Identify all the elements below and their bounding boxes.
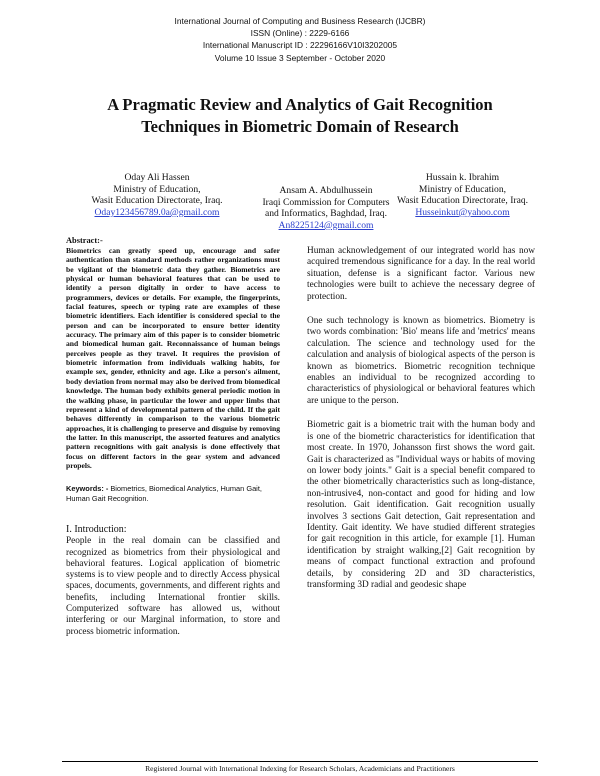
journal-name: International Journal of Computing and Business Research (IJCBR) bbox=[174, 16, 426, 26]
paragraph: Human acknowledgement of our integrated world has now acquired tremendous significance for a day. In the real world situation, defense is a significant factor. Various new technologies were built to achieve the necessary degree of protection. bbox=[307, 246, 535, 302]
keywords-label: Keywords: - bbox=[66, 484, 109, 494]
journal-header bbox=[0, 15, 600, 64]
author-name: Hussain k. Ibrahim bbox=[425, 172, 500, 183]
footer-divider bbox=[62, 761, 538, 762]
author-block-3 bbox=[380, 172, 545, 218]
issn: ISSN (Online) : 2229-6166 bbox=[250, 28, 350, 39]
abstract-heading: Abstract:- bbox=[66, 236, 103, 245]
author-affiliation: Wasit Education Directorate, Iraq. bbox=[396, 195, 529, 207]
introduction-text: People in the real domain can be classified and recognized as biometrics from their physiological and behavioral features. Logical application of biometric systems is to view people and to directly Access physical spaces, documents, governments, and different rights and benefits, including International frontier skills. Computerized software has allowed us, without interfering or our Marginal information, to store and process biometric information. bbox=[66, 536, 280, 637]
author-email-link[interactable]: Oday123456789.0a@gmail.com bbox=[94, 206, 220, 218]
keywords bbox=[66, 484, 280, 504]
author-name: Oday Ali Hassen bbox=[124, 172, 190, 183]
right-column bbox=[307, 246, 535, 604]
keywords-text: Biometrics, Biomedical Analytics, Human Gait, Human Gait Recognition. bbox=[66, 484, 262, 504]
paper-title bbox=[60, 94, 540, 138]
paragraph: Biometric gait is a biometric trait with the human body and is one of the biometric characteristics for identification that most create. In 1970, Johansson first shows the word gait. Gait is characterized as "Individual ways or habits of moving on lower body joints." Gait is a special benefit compared to the other biometrically characteristics such as long-distance, non-intrusive4, non-contact and good for hiding and low resolution. Gait identification. Gait recognition usually involves 3 sections Gait detection, Gait representation and Identity. Gait identity. We have studied different strategies for gait recognition in this article, for example [1]. Human identification by straight walking,[2] Gait recognition by means of compact functional extraction and profound details, by considering 2D and 3D characteristics, transforming 3D radial and geodesic shape bbox=[307, 420, 535, 590]
author-affiliation: Wasit Education Directorate, Iraq. bbox=[91, 195, 223, 207]
author-affiliation: Ministry of Education, bbox=[418, 183, 507, 195]
volume-issue: Volume 10 Issue 3 September - October 2020 bbox=[214, 52, 386, 63]
author-affiliation: Iraqi Commission for Computers bbox=[262, 196, 390, 208]
author-email-link[interactable]: Husseinkut@yahoo.com bbox=[415, 206, 510, 218]
manuscript-id: International Manuscript ID : 22296166V10I3202005 bbox=[202, 40, 398, 51]
author-email-link[interactable]: An8225124@gmail.com bbox=[278, 219, 374, 231]
author-name: Ansam A. Abdulhussein bbox=[279, 185, 373, 196]
paragraph: One such technology is known as biometrics. Biometry is two words combination: 'Bio' means life and 'metrics' means calculation. The science and technology used for the calculation and analysis of biological aspects of the person is known as biometrics. Biometric recognition technique enables an individual to be recognized according to characteristics of physiological or behavioral features which are unique to the person. bbox=[307, 316, 535, 406]
page-footer: Registered Journal with International Indexing for Research Scholars, Academicians and Practitioners bbox=[145, 764, 455, 773]
paper-title-line-1: A Pragmatic Review and Analytics of Gait Recognition bbox=[107, 95, 493, 114]
author-affiliation: Ministry of Education, bbox=[113, 183, 201, 195]
left-column bbox=[66, 236, 280, 638]
paper-title-line-2: Techniques in Biometric Domain of Research bbox=[141, 117, 459, 136]
abstract-text: Biometrics can greatly speed up, encourage and safer authentication than standard methods rather organizations must be vigilant of the biometric data they gather. Biometrics are physical or human behavioral features that can be used to identify a person digitally in order to have access to programmers, devices or details. For example, the fingerprints, facial features, speech or typing rate are examples of these biometric identifiers. Each identifier is considered special to the person and can be incorporated to ensure better identity accuracy. The primary aim of this paper is to consider biometric and biomedical human gait. Reconnaissance of human beings perceives people as they travel. It requires the provision of biometric information from individuals walking habits, for example sex, gender, ethnicity and age. Like a person's ailment, body deviation from normal may also be derived from biomedical knowledge. The human body exhibits general periodic motion in the walking phase, in particular the lower and upper limbs that represent a kind of developmental pattern of the child. If the gait behaves differently in comparison to the various biometric approaches, it is challenging to preserve and disguise by removing the latter. In this manuscript, the assorted features and analytics pattern recognitions with gait analysis is done effectively that focus on different factors in the gear system and advanced propels. bbox=[66, 246, 280, 470]
introduction-heading: I. Introduction: bbox=[66, 524, 127, 536]
author-block-1 bbox=[62, 172, 252, 218]
author-affiliation: and Informatics, Baghdad, Iraq. bbox=[264, 208, 387, 220]
